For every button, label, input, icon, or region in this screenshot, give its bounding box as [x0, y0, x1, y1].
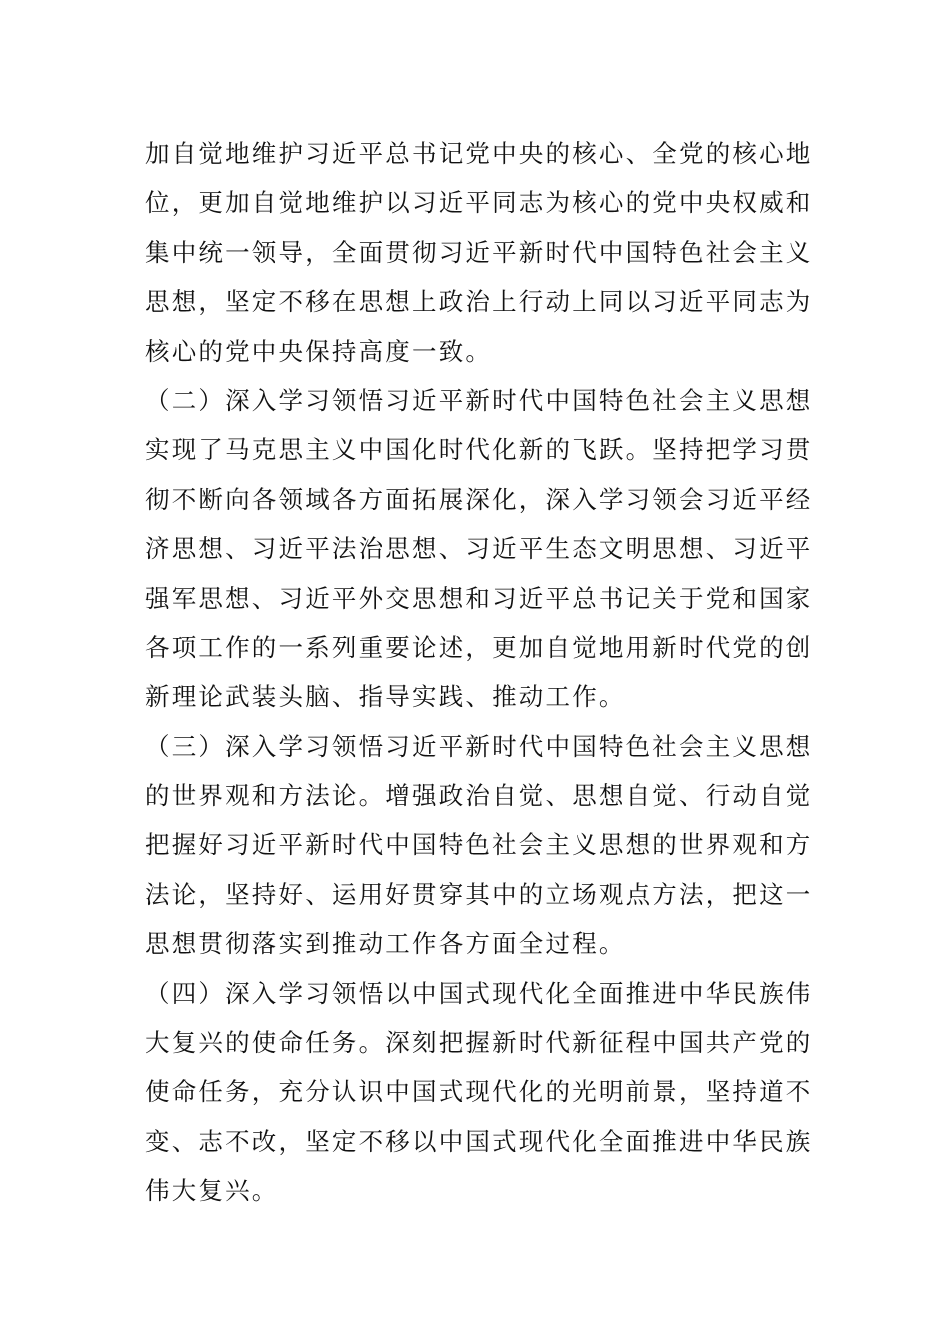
document-body: [145, 129, 813, 1216]
text-line: 新理论武装头脑、指导实践、推动工作。: [145, 682, 626, 712]
section-heading-line: （二）深入学习领悟习近平新时代中国特色社会主义思想: [145, 385, 813, 415]
section-heading-line: （三）深入学习领悟习近平新时代中国特色社会主义思想: [145, 731, 813, 761]
paragraph-continuation: [145, 129, 813, 376]
section-heading-line: （四）深入学习领悟以中国式现代化全面推进中华民族伟: [145, 978, 813, 1008]
text-line: 彻不断向各领域各方面拓展深化，深入学习领会习近平经: [145, 484, 813, 514]
text-line: 强军思想、习近平外交思想和习近平总书记关于党和国家: [145, 583, 813, 613]
paragraph-section-2: [145, 376, 813, 722]
text-line: 伟大复兴。: [145, 1176, 279, 1206]
text-line: 位，更加自觉地维护以习近平同志为核心的党中央权威和: [145, 188, 813, 218]
text-line: 变、志不改，坚定不移以中国式现代化全面推进中华民族: [145, 1126, 813, 1156]
text-line: 济思想、习近平法治思想、习近平生态文明思想、习近平: [145, 534, 813, 564]
text-line: 的世界观和方法论。增强政治自觉、思想自觉、行动自觉: [145, 781, 813, 811]
text-line: 法论，坚持好、运用好贯穿其中的立场观点方法，把这一: [145, 879, 813, 909]
text-line: 使命任务，充分认识中国式现代化的光明前景，坚持道不: [145, 1077, 813, 1107]
text-line: 加自觉地维护习近平总书记党中央的核心、全党的核心地: [145, 139, 813, 168]
text-line: 思想贯彻落实到推动工作各方面全过程。: [145, 929, 626, 959]
paragraph-section-4: [145, 969, 813, 1216]
text-line: 实现了马克思主义中国化时代化新的飞跃。坚持把学习贯: [145, 435, 813, 465]
text-line: 核心的党中央保持高度一致。: [145, 336, 493, 366]
text-line: 集中统一领导，全面贯彻习近平新时代中国特色社会主义: [145, 237, 813, 267]
text-line: 各项工作的一系列重要论述，更加自觉地用新时代党的创: [145, 632, 813, 662]
paragraph-section-3: [145, 722, 813, 969]
text-line: 把握好习近平新时代中国特色社会主义思想的世界观和方: [145, 830, 813, 860]
text-line: 思想，坚定不移在思想上政治上行动上同以习近平同志为: [145, 287, 813, 317]
text-line: 大复兴的使命任务。深刻把握新时代新征程中国共产党的: [145, 1028, 813, 1058]
